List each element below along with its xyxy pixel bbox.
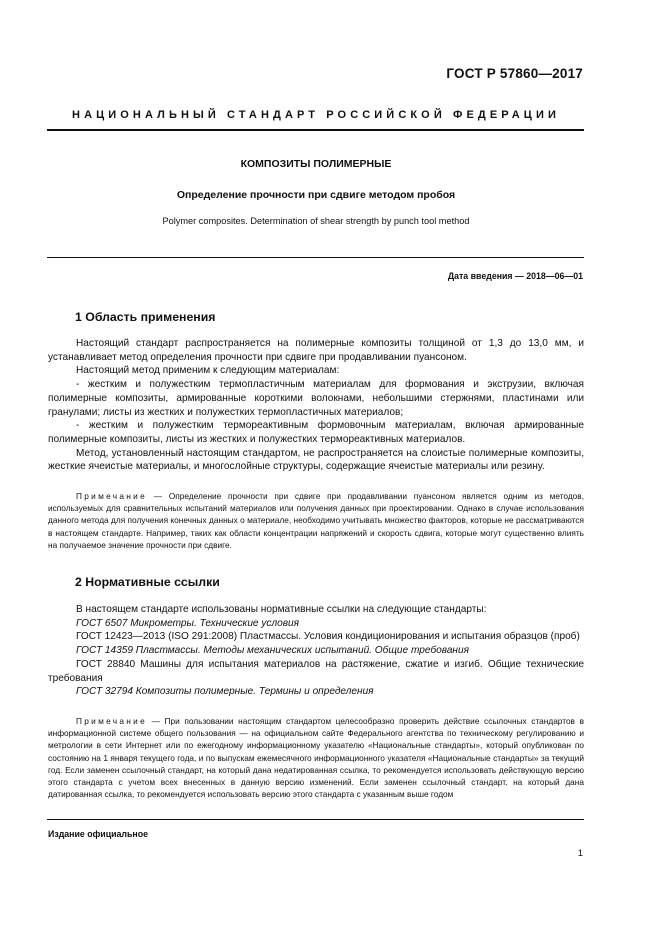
reference-item: ГОСТ 32794 Композиты полимерные. Термины и определения <box>76 686 374 698</box>
page-number: 1 <box>577 848 583 859</box>
paragraph: Метод, установленный настоящим стандартом, не распространяется на слоистые полимерные композиты, жесткие ячеистые материалы, и многослойные структуры, содержащие ячеистые материалы или резину. <box>48 447 584 473</box>
title-divider <box>47 257 584 258</box>
reference-item: ГОСТ 28840 Машины для испытания материалов на растяжение, сжатие и изгиб. Общие технические требования <box>48 658 584 684</box>
document-title: КОМПОЗИТЫ ПОЛИМЕРНЫЕ <box>240 158 392 170</box>
english-title: Polymer composites. Determination of shear strength by punch tool method <box>162 216 470 226</box>
document-subtitle: Определение прочности при сдвиге методом пробоя <box>176 189 456 201</box>
section-1-body <box>48 337 584 474</box>
paragraph: Настоящий стандарт распространяется на полимерные композиты толщиной от 1,3 до 13,0 мм, и устанавливает метод определения прочности при сдвиге при продавливании пуансоном. <box>48 338 584 363</box>
section-2-body <box>48 603 584 699</box>
reference-item: ГОСТ 14359 Пластмассы. Методы механических испытаний. Общие требования <box>76 645 469 657</box>
paragraph: В настоящем стандарте использованы нормативные ссылки на следующие стандарты: <box>76 604 487 615</box>
official-edition-label: Издание официальное <box>48 829 148 839</box>
header-divider <box>47 129 584 131</box>
section-2-note <box>48 715 584 800</box>
note-label: Примечание <box>76 716 148 726</box>
reference-item: ГОСТ 6507 Микрометры. Технические условия <box>76 617 300 629</box>
section-1-heading: 1 Область применения <box>75 310 216 324</box>
section-2-heading: 2 Нормативные ссылки <box>75 575 220 589</box>
footer-divider <box>47 819 584 820</box>
reference-item: ГОСТ 12423—2013 (ISO 291:2008) Пластмассы. Условия кондиционирования и испытания образцов (проб) <box>76 631 580 643</box>
note-label: Примечание <box>76 491 148 501</box>
note-text: — Определение прочности при сдвиге при продавливании пуансоном является одним из методов, используемых для сравнительных испытаний материалов или получения данных при проектировании. Однако в случае использования данного метода для получения конечных данных о материале, необходимо учитывать множество факторов, которые не рассматриваются в настоящем стандарте. Например, таких как области концентрации напряжений и скорость сдвига, которые могут существенно влиять на получаемое значение прочности при сдвиге. <box>48 491 584 550</box>
national-standard-line: НАЦИОНАЛЬНЫЙ СТАНДАРТ РОССИЙСКОЙ ФЕДЕРАЦИИ <box>72 109 560 121</box>
paragraph: Настоящий метод применим к следующим материалам: <box>76 365 340 377</box>
note-text: — При пользовании настоящим стандартом целесообразно проверить действие ссылочных стандартов в информационной системе общего пользования — на официальном сайте Федерального агентства по техническому регулированию и метрологии в сети Интернет или по ежегодному информационному указателю «Национальные стандарты», который опубликован по состоянию на 1 января текущего года, и по выпускам ежемесячного информационного указателя «Национальные стандарты» за текущий год. Если заменен ссылочный стандарт, на который дана недатированная ссылка, то рекомендуется использовать действующую версию этого стандарта с учетом всех внесенных в данную версию изменений. Если заменен ссылочный стандарт, на который дана датированная ссылка, то рекомендуется использовать версию этого стандарта с указанным выше годом <box>48 716 584 800</box>
doc-number: ГОСТ Р 57860—2017 <box>446 66 583 81</box>
list-item: - жестким и полужестким термопластичным материалам для формования и экструзии, включая полимерные композиты, армированные короткими волокнами, небольшими стержнями, пластинами или гранулами; листы из жестких и полужестких термопластичных материалов; <box>48 379 584 418</box>
section-1-note <box>48 490 584 551</box>
list-item: - жестким и полужестким термореактивным формовочным материалам, включая армированные полимерные композиты, листы из жестких и полужестких термореактивных материалов. <box>48 420 584 445</box>
introduction-date: Дата введения — 2018—06—01 <box>447 271 583 281</box>
